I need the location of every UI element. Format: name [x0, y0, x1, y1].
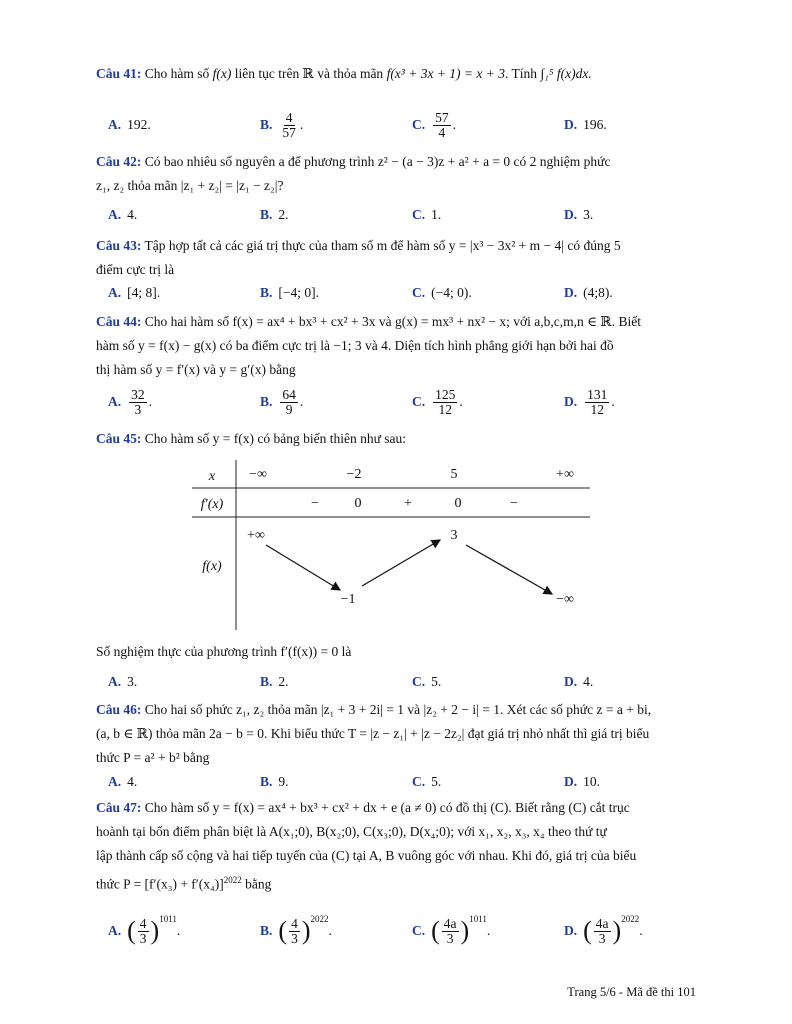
fraction: [433, 388, 457, 417]
question-text: lập thành cấp số cộng và hai tiếp tuyến của (C) tại A, B vuông góc với nhau. Khi đó, giá trị của biểu: [96, 848, 637, 863]
question-text: Số nghiệm thực của phương trình f′(f(x)) = 0 là: [96, 644, 352, 659]
fraction: [289, 917, 300, 946]
option-value: 3.: [127, 674, 138, 689]
fraction: [280, 111, 298, 140]
numerator: 32: [131, 386, 145, 402]
option-label: D.: [564, 285, 578, 300]
numerator: 4: [139, 915, 147, 931]
question-text: hoành tại bốn điểm phân biệt là A(x₁;0), B(x₂;0), C(x₃;0), D(x₄;0); với x₁, x₂, x₃, x₄ theo thứ tự: [96, 824, 607, 839]
sign: −: [311, 496, 319, 511]
question-text: Có bao nhiêu số nguyên a để phương trình z² − (a − 3)z + a² + a = 0 có 2 nghiệm phức: [144, 154, 611, 169]
fraction: [138, 917, 149, 946]
answer-option-c[interactable]: [412, 201, 441, 229]
numerator: 4: [291, 915, 298, 931]
answer-option-a[interactable]: [108, 111, 151, 139]
answer-option-d[interactable]: [564, 668, 593, 696]
option-label: C.: [412, 394, 426, 409]
fraction: [442, 917, 459, 946]
option-value: 2.: [278, 207, 289, 222]
x-row-label: x: [208, 469, 216, 484]
denominator: 3: [446, 930, 454, 946]
option-label: A.: [108, 774, 122, 789]
question-text: z₁, z₂ thỏa mãn |z₁ + z₂| = |z₁ − z₂|?: [96, 178, 284, 193]
f-row-label: f(x): [202, 559, 222, 574]
f-value: 3: [450, 528, 458, 543]
sign: 0: [354, 496, 362, 511]
option-label: A.: [108, 674, 122, 689]
option-value: 1.: [431, 207, 442, 222]
option-label: C.: [412, 923, 426, 938]
answer-option-c[interactable]: [412, 279, 472, 307]
f-value: +∞: [247, 528, 265, 543]
answer-option-d[interactable]: [564, 201, 593, 229]
math-expression: f(x): [212, 66, 232, 81]
decreasing-arrow: [266, 545, 340, 590]
denominator: 3: [139, 930, 147, 946]
answer-row-41: [96, 111, 698, 139]
denominator: 3: [598, 930, 606, 946]
numerator: 4a: [595, 915, 609, 931]
option-label: B.: [260, 207, 273, 222]
sign: 0: [454, 496, 462, 511]
option-label: D.: [564, 207, 578, 222]
option-label: A.: [108, 923, 122, 938]
answer-option-a[interactable]: A. $\frac{32}{3}$ .: [108, 386, 152, 417]
numerator: 4a: [443, 915, 457, 931]
answer-row-44: [96, 388, 698, 416]
denominator: 57: [282, 124, 296, 140]
answer-option-d[interactable]: [564, 111, 607, 139]
x-value: −2: [346, 467, 362, 482]
answer-option-a[interactable]: A. ( $\frac{4}{3}$ ) $^{1011}$ .: [108, 914, 181, 946]
question-text: Cho hàm số: [144, 66, 210, 81]
answer-row-43: [96, 279, 698, 307]
option-value: 4.: [127, 774, 138, 789]
question-43: [96, 234, 698, 282]
page-footer: Trang 5/6 - Mã đề thi 101: [567, 985, 696, 999]
fraction: [433, 111, 451, 140]
numerator: 125: [435, 386, 456, 402]
option-label: D.: [564, 923, 578, 938]
denominator: 12: [590, 401, 604, 417]
option-value: [4; 8].: [127, 285, 161, 300]
answer-option-b[interactable]: [260, 279, 319, 307]
sign: +: [404, 496, 412, 511]
exponent: 1011: [469, 914, 487, 924]
option-label: B.: [260, 117, 273, 132]
question-text: Cho hai số phức z₁, z₂ thỏa mãn |z₁ + 3 + 2i| = 1 và |z₂ + 2 − i| = 1. Xét các số phức z = a + bi,: [144, 702, 652, 717]
x-value: +∞: [556, 467, 574, 482]
answer-option-c[interactable]: C. $\frac{57}{4}$ .: [412, 109, 456, 140]
f-value: −1: [340, 592, 356, 607]
numerator: 64: [282, 386, 296, 402]
question-41: [96, 62, 698, 86]
answer-option-b[interactable]: B. $\frac{64}{9}$ .: [260, 386, 304, 417]
option-label: A.: [108, 285, 122, 300]
option-label: D.: [564, 674, 578, 689]
decreasing-arrow: [466, 545, 552, 594]
fraction: [280, 388, 298, 417]
option-label: B.: [260, 674, 273, 689]
f-value: −∞: [556, 592, 574, 607]
question-number: Câu 43:: [96, 238, 142, 253]
option-value: 196.: [583, 117, 607, 132]
option-value: 4.: [583, 674, 594, 689]
answer-option-d[interactable]: D. $\frac{131}{12}$ .: [564, 386, 615, 417]
question-46: [96, 698, 698, 770]
answer-option-d[interactable]: [564, 768, 600, 796]
question-text: liên tục trên ℝ và thỏa mãn: [234, 66, 384, 81]
question-44: [96, 310, 698, 382]
option-label: C.: [412, 774, 426, 789]
answer-row-47: [96, 914, 698, 948]
option-value: 5.: [431, 774, 442, 789]
question-text: (a, b ∈ ℝ) thỏa mãn 2a − b = 0. Khi biểu thức T = |z − z₁| + |z − 2z₂| đạt giá trị nhỏ nhất thì giá trị biểu: [96, 726, 650, 741]
option-value: 4.: [127, 207, 138, 222]
question-45: [96, 427, 698, 451]
answer-option-b[interactable]: [260, 768, 289, 796]
question-text: thức P = [f′(x₃) + f′(x₄)]: [96, 876, 224, 892]
answer-option-a[interactable]: [108, 201, 137, 229]
question-number: Câu 41:: [96, 66, 142, 81]
increasing-arrow: [362, 540, 440, 586]
exponent: 1011: [159, 914, 177, 924]
option-label: B.: [260, 285, 273, 300]
math-expression: f(x³ + 3x + 1) = x + 3: [386, 66, 506, 81]
answer-option-a[interactable]: [108, 768, 137, 796]
question-number: Câu 47:: [96, 800, 142, 815]
answer-option-b[interactable]: [260, 201, 289, 229]
option-label: A.: [108, 394, 122, 409]
option-label: C.: [412, 207, 426, 222]
answer-row-46: [96, 768, 698, 796]
option-label: B.: [260, 774, 273, 789]
denominator: 3: [291, 930, 298, 946]
answer-option-c[interactable]: [412, 768, 441, 796]
option-label: B.: [260, 394, 273, 409]
question-number: Câu 45:: [96, 431, 142, 446]
fprime-row-label: f′(x): [200, 497, 224, 512]
option-value: [−4; 0].: [278, 285, 319, 300]
option-value: 9.: [278, 774, 289, 789]
answer-option-c[interactable]: C. $\frac{125}{12}$ .: [412, 386, 463, 417]
sign: −: [510, 496, 518, 511]
numerator: 131: [587, 386, 608, 402]
question-text: . Tính: [505, 66, 538, 81]
option-label: C.: [412, 117, 426, 132]
option-value: (4;8).: [583, 285, 613, 300]
answer-option-c[interactable]: C. ( $\frac{4a}{3}$ ) $^{1011}$ .: [412, 914, 491, 946]
fraction: [594, 917, 611, 946]
option-value: (−4; 0).: [431, 285, 472, 300]
question-45-prompt: [96, 640, 698, 664]
question-text: Tập hợp tất cả các giá trị thực của tham số m để hàm số y = |x³ − 3x² + m − 4| có đúng 5: [144, 238, 621, 253]
integral-expression: ∫₁⁵ f(x)dx.: [540, 66, 592, 81]
answer-option-a[interactable]: [108, 279, 160, 307]
option-label: B.: [260, 923, 273, 938]
question-number: Câu 44:: [96, 314, 142, 329]
option-label: A.: [108, 117, 122, 132]
question-text: thức P = a² + b² bằng: [96, 750, 210, 765]
question-text: Cho hàm số y = f(x) có bảng biến thiên như sau:: [144, 431, 407, 446]
exponent: 2022: [621, 914, 640, 924]
answer-row-42: [96, 201, 698, 229]
option-value: 3.: [583, 207, 594, 222]
exponent: 2022: [310, 914, 329, 924]
question-text: hàm số y = f(x) − g(x) có ba điểm cực trị là −1; 3 và 4. Diện tích hình phẳng giới hạn bởi hai đồ: [96, 338, 614, 353]
option-label: A.: [108, 207, 122, 222]
question-number: Câu 46:: [96, 702, 142, 717]
fraction: [585, 388, 609, 417]
x-value: 5: [450, 467, 458, 482]
question-text: Cho hàm số y = f(x) = ax⁴ + bx³ + cx² + dx + e (a ≠ 0) có đồ thị (C). Biết rằng (C) cắt trục: [144, 800, 630, 815]
question-text: điểm cực trị là: [96, 262, 175, 277]
question-47: [96, 796, 698, 897]
answer-option-a[interactable]: [108, 668, 137, 696]
option-label: C.: [412, 674, 426, 689]
option-value: 5.: [431, 674, 442, 689]
option-label: D.: [564, 117, 578, 132]
question-text: Cho hai hàm số f(x) = ax⁴ + bx³ + cx² + 3x và g(x) = mx³ + nx² − x; với a,b,c,m,n ∈ ℝ. Biết: [144, 314, 641, 329]
option-label: C.: [412, 285, 426, 300]
answer-option-d[interactable]: D. ( $\frac{4a}{3}$ ) $^{2022}$ .: [564, 914, 643, 946]
answer-row-45: [96, 668, 698, 696]
option-label: D.: [564, 394, 578, 409]
answer-option-c[interactable]: [412, 668, 441, 696]
answer-option-b[interactable]: B. ( $\frac{4}{3}$ ) $^{2022}$ .: [260, 914, 332, 946]
answer-option-b[interactable]: B. $\frac{4}{57}$ .: [260, 109, 304, 140]
question-number: Câu 42:: [96, 154, 142, 169]
option-value: 192.: [127, 117, 151, 132]
denominator: 12: [438, 401, 452, 417]
option-label: D.: [564, 774, 578, 789]
numerator: 57: [435, 109, 449, 125]
numerator: 4: [285, 109, 293, 125]
answer-option-b[interactable]: [260, 668, 289, 696]
question-text: thị hàm số y = f′(x) và y = g′(x) bằng: [96, 362, 296, 377]
denominator: 4: [438, 124, 446, 140]
answer-option-d[interactable]: [564, 279, 613, 307]
option-value: 2.: [278, 674, 289, 689]
fraction: [129, 388, 147, 417]
denominator: 3: [134, 401, 142, 417]
denominator: 9: [285, 401, 293, 417]
x-value: −∞: [249, 467, 267, 482]
question-42: [96, 150, 698, 198]
exponent: 2022: [223, 875, 242, 885]
question-text: bằng: [241, 876, 272, 892]
option-value: 10.: [583, 774, 600, 789]
